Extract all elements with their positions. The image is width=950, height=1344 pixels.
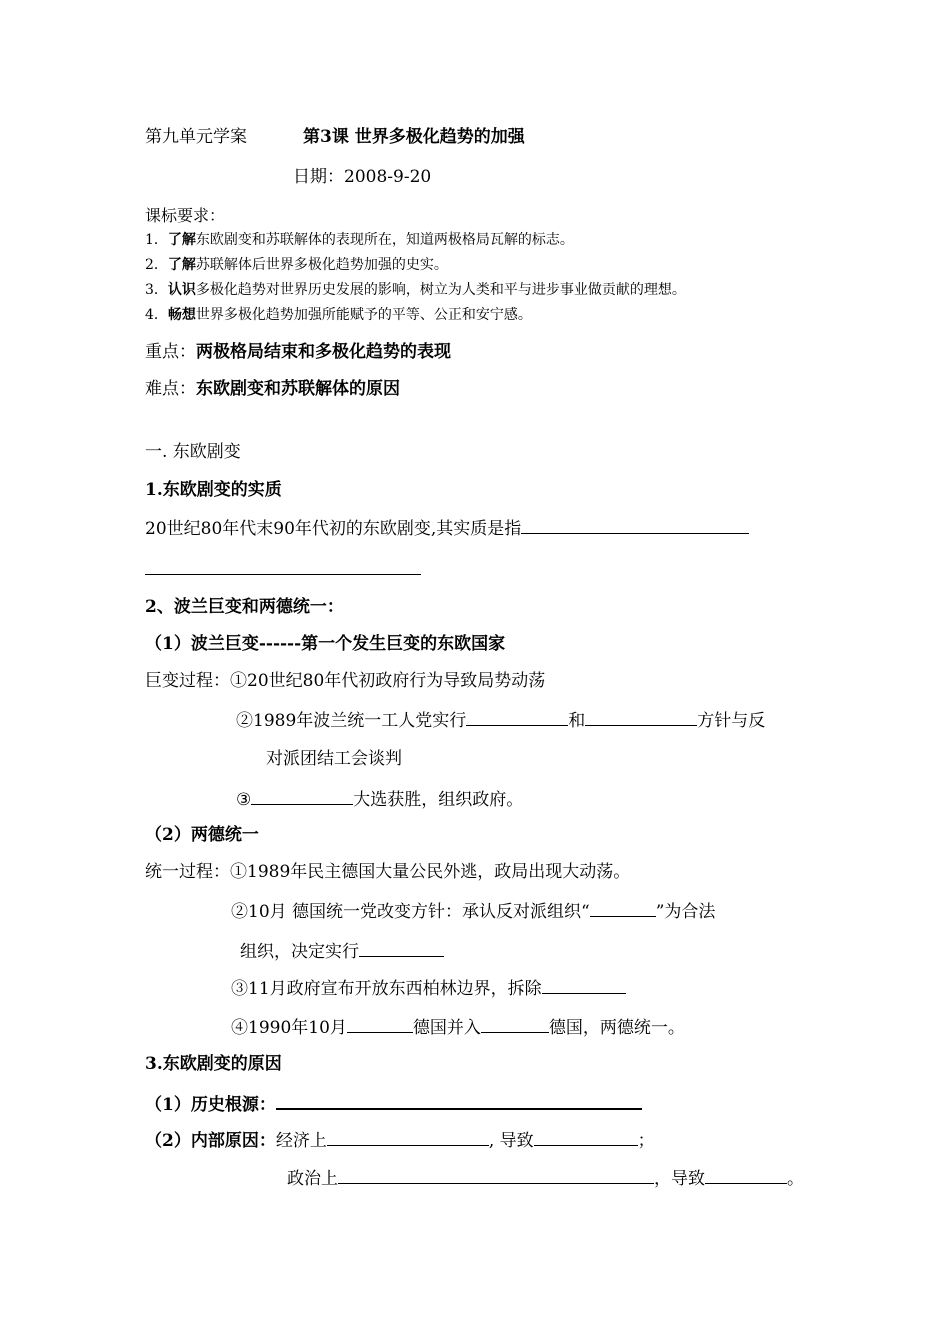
answer-blank [521, 516, 749, 534]
requirements-title: 课标要求： [145, 206, 226, 225]
poland-step-2-text: ②1989年波兰统一工人党实行 [236, 711, 467, 731]
subsection-title-2: 2、波兰巨变和两德统一： [145, 597, 344, 617]
germany-step-4-text: ④1990年10月 [231, 1018, 347, 1038]
germany-step-1-text: ①1989年民主德国大量公民外逃，政局出现大动荡。 [230, 862, 631, 882]
politics-result: ，导致 [654, 1169, 705, 1189]
poland-step-3 [236, 787, 523, 811]
poland-label: 巨变过程： [145, 671, 230, 691]
germany-label: 统一过程： [145, 862, 230, 882]
requirement-num: 2． [145, 257, 168, 273]
requirement-verb: 畅想 [167, 307, 196, 323]
poland-step-2 [236, 708, 765, 732]
germany-step-3-text: ③11月政府宣布开放东西柏林边界，拆除 [231, 979, 542, 999]
germany-step-1 [145, 861, 630, 883]
difficult-point-text: 东欧剧变和苏联解体的原因 [196, 379, 400, 399]
economy-result: , 导致 [488, 1131, 534, 1151]
requirement-text: 世界多极化趋势加强所能赋予的平等、公正和安宁感。 [195, 307, 532, 323]
germany-step-2-text: ②10月 德国统一党改变方针：承认反对派组织“ [231, 902, 590, 922]
cause-historical [145, 1091, 642, 1116]
poland-step-3-num: ③ [236, 790, 252, 810]
answer-blank [347, 1015, 413, 1033]
requirement-num: 4． [145, 307, 168, 323]
requirement-text: 东欧剧变和苏联解体的表现所在，知道两极格局瓦解的标志。 [195, 232, 574, 248]
lesson-title: 第3课 世界多极化趋势的加强 [303, 127, 525, 147]
germany-step-2-cont-text: 组织，决定实行 [240, 942, 359, 962]
section-title: 一. 东欧剧变 [145, 442, 241, 462]
germany-title: （2）两德统一 [145, 825, 259, 845]
requirement-item-4 [145, 304, 532, 326]
requirement-item-2 [145, 254, 448, 276]
answer-blank [534, 1128, 638, 1146]
requirement-text: 苏联解体后世界多极化趋势加强的史实。 [195, 257, 448, 273]
poland-step-1 [145, 670, 545, 692]
germany-step-2-tail: ”为合法 [655, 902, 716, 922]
cause-internal-politics [287, 1166, 804, 1190]
politics-end: 。 [787, 1169, 804, 1189]
poland-step-1-text: ①20世纪80年代初政府行为导致局势动荡 [230, 671, 546, 691]
poland-step-2-cont: 对派团结工会谈判 [266, 749, 402, 769]
cause-internal-economy [145, 1128, 655, 1152]
requirement-item-1 [145, 229, 574, 251]
germany-step-2 [231, 899, 715, 923]
germany-step-4-tail: 德国，两德统一。 [548, 1018, 685, 1038]
answer-blank [481, 1015, 549, 1033]
answer-blank [542, 976, 626, 994]
requirement-text: 多极化趋势对世界历史发展的影响，树立为人类和平与进步事业做贡献的理想。 [195, 282, 686, 298]
germany-step-4 [231, 1015, 685, 1039]
poland-step-2-tail: 方针与反 [697, 711, 766, 731]
unit-title: 第九单元学案 [145, 127, 247, 147]
date-line: 日期：2008-9-20 [293, 167, 432, 187]
answer-blank [590, 899, 656, 917]
requirement-num: 1． [145, 232, 168, 248]
economy-label: 经济上 [275, 1131, 327, 1151]
key-point-text: 两极格局结束和多极化趋势的表现 [196, 342, 451, 362]
answer-blank-line [145, 574, 421, 575]
germany-step-4-mid: 德国并入 [412, 1018, 481, 1038]
key-point [145, 341, 451, 363]
difficult-point-label: 难点： [145, 379, 196, 399]
economy-end: ； [637, 1131, 655, 1151]
answer-blank [359, 939, 444, 957]
answer-blank [338, 1166, 654, 1184]
germany-step-3 [231, 976, 626, 1000]
subsection-title-3: 3.东欧剧变的原因 [145, 1054, 282, 1074]
cause-historical-label: （1）历史根源： [145, 1095, 276, 1115]
key-point-label: 重点： [145, 342, 196, 362]
requirement-verb: 了解 [167, 257, 196, 273]
poland-title: （1）波兰巨变------第一个发生巨变的东欧国家 [145, 634, 506, 654]
answer-blank [276, 1091, 642, 1110]
essence-text: 20世纪80年代末90年代初的东欧剧变,其实质是指 [145, 519, 522, 539]
politics-label: 政治上 [287, 1169, 338, 1189]
poland-step-2-and: 和 [568, 711, 586, 731]
subsection-title-1: 1.东欧剧变的实质 [145, 480, 282, 500]
cause-internal-label: （2）内部原因： [145, 1131, 276, 1151]
requirement-num: 3． [145, 282, 168, 298]
answer-blank [705, 1166, 787, 1184]
requirement-verb: 认识 [167, 282, 196, 298]
germany-step-2-cont [240, 939, 444, 963]
requirement-verb: 了解 [167, 232, 196, 248]
answer-blank [585, 708, 697, 726]
answer-blank [251, 787, 353, 805]
poland-step-3-text: 大选获胜，组织政府。 [353, 790, 524, 810]
essence-question [145, 516, 749, 540]
answer-blank [327, 1128, 489, 1146]
answer-blank [466, 708, 568, 726]
difficult-point [145, 378, 400, 400]
requirement-item-3 [145, 279, 686, 301]
